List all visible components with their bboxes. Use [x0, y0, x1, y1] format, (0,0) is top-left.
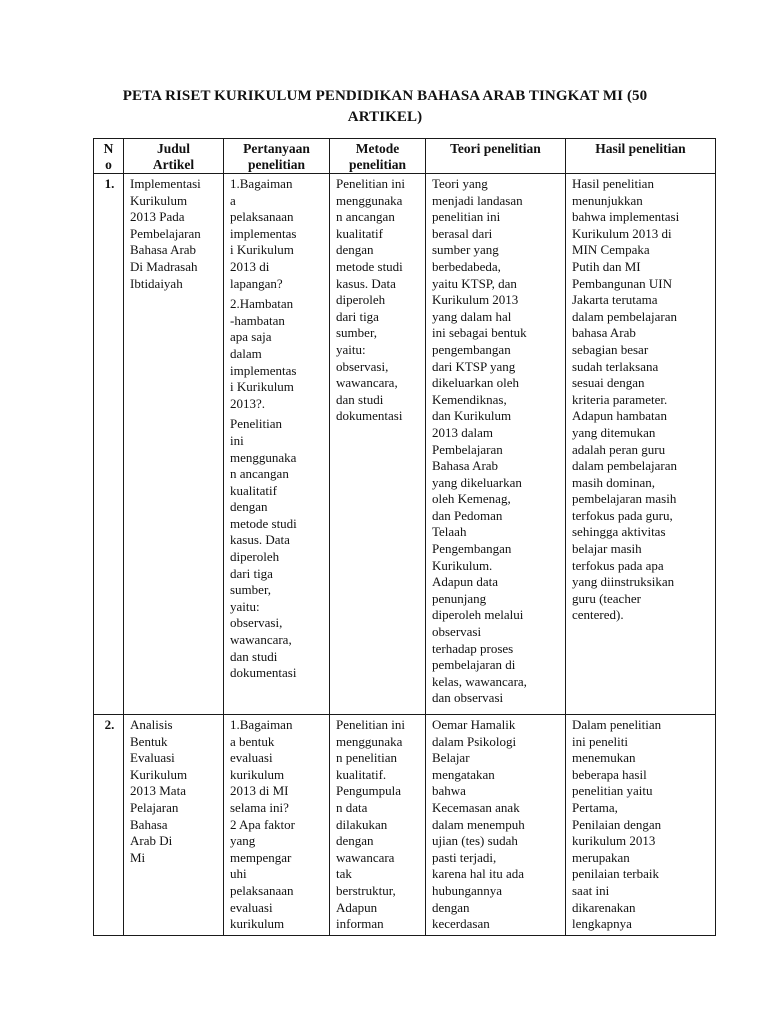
cell-pertanyaan: [224, 715, 330, 936]
pertanyaan-paragraph: Penelitian ini menggunaka n ancangan kualitatif dengan metode studi kasus. Data diperoleh dari tiga sumber, yaitu: observasi, wawancara, dan studi dokumentasi: [230, 416, 297, 681]
header-metode: Metode penelitian: [330, 139, 426, 174]
table-header-row: [94, 139, 716, 174]
table-row: [94, 715, 716, 936]
header-no: N o: [94, 139, 124, 174]
row-number: 1.: [94, 174, 124, 715]
pertanyaan-paragraph: 1.Bagaiman a pelaksanaan implementas i Kurikulum 2013 di lapangan?: [230, 176, 297, 291]
cell-teori: Oemar Hamalik dalam Psikologi Belajar mengatakan bahwa Kecemasan anak dalam menempuh ujian (tes) sudah pasti terjadi, karena hal itu ada hubungannya dengan kecerdasan: [426, 715, 566, 936]
header-teori: Teori penelitian: [426, 139, 566, 174]
pertanyaan-paragraph: 1.Bagaiman a bentuk evaluasi kurikulum 2013 di MI selama ini? 2 Apa faktor yang mempengar uhi pelaksanaan evaluasi kurikulum: [230, 717, 295, 932]
cell-metode: Penelitian ini menggunaka n ancangan kualitatif dengan metode studi kasus. Data diperoleh dari tiga sumber, yaitu: observasi, wawancara, dan studi dokumentasi: [330, 174, 426, 715]
research-map-table: [93, 138, 716, 936]
cell-teori: Teori yang menjadi landasan penelitian ini berasal dari sumber yang berbedabeda, yaitu KTSP, dan Kurikulum 2013 yang dalam hal ini sebagai bentuk pengembangan dari KTSP yang dikeluarkan oleh Kemendiknas, dan Kurikulum 2013 dalam Pembelajaran Bahasa Arab yang dikeluarkan oleh Kemenag, dan Pedoman Telaah Pengembangan Kurikulum. Adapun data penunjang diperoleh melalui observasi terhadap proses pembelajaran di kelas, wawancara, dan observasi: [426, 174, 566, 715]
table-row: [94, 174, 716, 715]
header-judul: Judul Artikel: [124, 139, 224, 174]
header-hasil: Hasil penelitian: [566, 139, 716, 174]
cell-pertanyaan: [224, 174, 330, 715]
page-title: PETA RISET KURIKULUM PENDIDIKAN BAHASA ARAB TINGKAT MI (50 ARTIKEL): [122, 88, 648, 125]
cell-judul: Implementasi Kurikulum 2013 Pada Pembelajaran Bahasa Arab Di Madrasah Ibtidaiyah: [124, 174, 224, 715]
cell-judul: Analisis Bentuk Evaluasi Kurikulum 2013 Mata Pelajaran Bahasa Arab Di Mi: [124, 715, 224, 936]
header-pertanyaan: Pertanyaan penelitian: [224, 139, 330, 174]
row-number: 2.: [94, 715, 124, 936]
cell-hasil: Dalam penelitian ini peneliti menemukan beberapa hasil penelitian yaitu Pertama, Penilaian dengan kurikulum 2013 merupakan penilaian terbaik saat ini dikarenakan lengkapnya: [566, 715, 716, 936]
pertanyaan-paragraph: 2.Hambatan -hambatan apa saja dalam implementas i Kurikulum 2013?.: [230, 296, 297, 411]
cell-metode: Penelitian ini menggunaka n penelitian kualitatif. Pengumpula n data dilakukan dengan wawancara tak berstruktur, Adapun informan: [330, 715, 426, 936]
cell-hasil: Hasil penelitian menunjukkan bahwa implementasi Kurikulum 2013 di MIN Cempaka Putih dan MI Pembangunan UIN Jakarta terutama dalam pembelajaran bahasa Arab sebagian besar sudah terlaksana sesuai dengan kriteria parameter. Adapun hambatan yang ditemukan adalah peran guru dalam pembelajaran masih dominan, pembelajaran masih terfokus pada guru, sehingga aktivitas belajar masih terfokus pada apa yang diinstruksikan guru (teacher centered).: [566, 174, 716, 715]
